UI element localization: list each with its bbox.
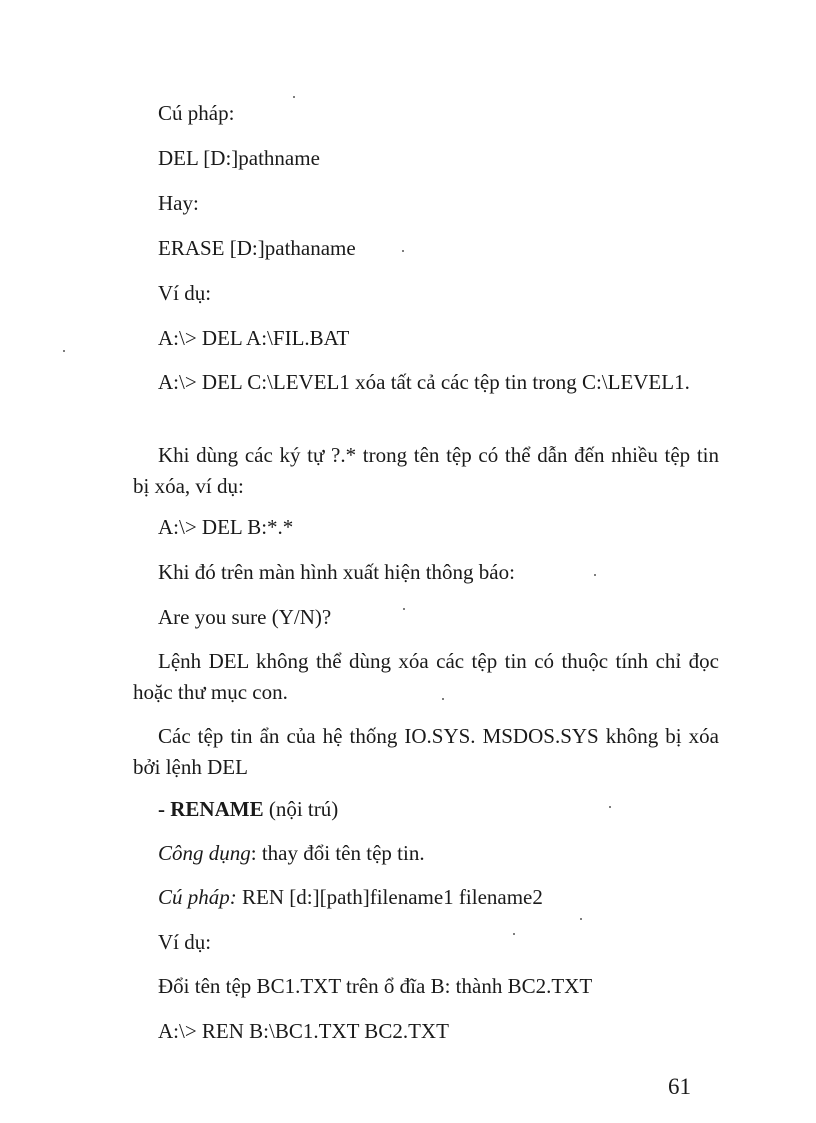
rename-heading-note: (nội trú) bbox=[263, 797, 339, 821]
scan-speck bbox=[513, 933, 515, 935]
hidden-files-note-paragraph: Các tệp tin ẩn của hệ thống IO.SYS. MSDOS.SYS không bị xóa bởi lệnh DEL bbox=[133, 724, 719, 779]
scan-speck bbox=[442, 698, 444, 700]
rename-syntax-text: REN [d:][path]filename1 filename2 bbox=[236, 885, 543, 909]
usage-label: Công dụng bbox=[158, 841, 251, 865]
message-intro: Khi đó trên màn hình xuất hiện thông báo: bbox=[158, 560, 515, 584]
scan-speck bbox=[403, 608, 405, 610]
scan-speck bbox=[63, 350, 65, 352]
example-del-command: A:\> DEL A:\FIL.BAT bbox=[158, 326, 350, 350]
confirm-prompt: Are you sure (Y/N)? bbox=[158, 605, 332, 629]
readonly-note-paragraph: Lệnh DEL không thể dùng xóa các tệp tin có thuộc tính chỉ đọc hoặc thư mục con. bbox=[133, 649, 719, 704]
page-number: 61 bbox=[668, 1074, 691, 1099]
scan-speck bbox=[293, 96, 295, 98]
rename-example-label: Ví dụ: bbox=[158, 930, 212, 954]
example-label: Ví dụ: bbox=[158, 281, 212, 305]
usage-text: : thay đổi tên tệp tin. bbox=[250, 841, 425, 865]
del-syntax: DEL [D:]pathname bbox=[158, 146, 320, 170]
rename-usage bbox=[158, 840, 425, 866]
rename-example-description: Đổi tên tệp BC1.TXT trên ổ đĩa B: thành BC2.TXT bbox=[158, 974, 593, 998]
example-del-folder-paragraph: A:\> DEL C:\LEVEL1 xóa tất cả các tệp tin trong C:\LEVEL1. bbox=[158, 370, 690, 394]
rename-heading bbox=[158, 796, 338, 822]
erase-syntax: ERASE [D:]pathaname bbox=[158, 236, 356, 260]
rename-syntax bbox=[158, 884, 543, 910]
scan-speck bbox=[402, 250, 404, 252]
scan-speck bbox=[594, 574, 596, 576]
rename-example-command: A:\> REN B:\BC1.TXT BC2.TXT bbox=[158, 1019, 449, 1043]
rename-syntax-label: Cú pháp: bbox=[158, 885, 237, 909]
scan-speck bbox=[609, 806, 611, 808]
wildcard-note-paragraph: Khi dùng các ký tự ?.* trong tên tệp có thể dẫn đến nhiều tệp tin bị xóa, ví dụ: bbox=[133, 443, 719, 498]
rename-heading-title: - RENAME bbox=[158, 797, 264, 821]
or-label: Hay: bbox=[158, 191, 199, 215]
syntax-label: Cú pháp: bbox=[158, 101, 235, 125]
example-del-wildcard: A:\> DEL B:*.* bbox=[158, 515, 294, 539]
scan-speck bbox=[580, 918, 582, 920]
